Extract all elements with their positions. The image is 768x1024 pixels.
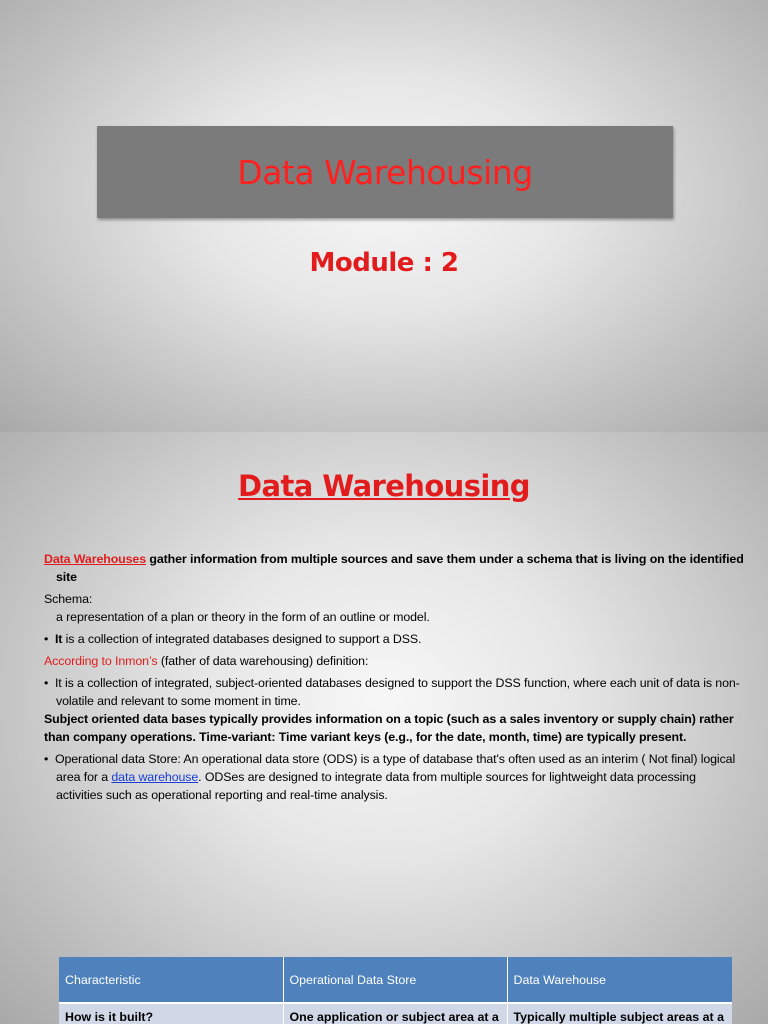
header-ods: Operational Data Store	[283, 957, 507, 1003]
bullet-collection: • It is a collection of integrated databases designed to support a DSS.	[44, 632, 422, 646]
bullet-inmon-definition: • It is a collection of integrated, subject-oriented databases designed to support the DSS function, where each unit of data is non-volatile and relevant to some moment in time.	[44, 676, 740, 708]
schema-label: Schema:	[44, 592, 93, 606]
bullet1-rest: is a collection of integrated databases designed to support a DSS.	[62, 632, 422, 646]
header-dw: Data Warehouse	[507, 957, 732, 1003]
inmon-term: According to Inmon’s	[44, 654, 158, 668]
table-row	[59, 1003, 732, 1024]
bullet1-bold: It	[54, 632, 63, 646]
content-slide	[0, 432, 768, 1024]
bullet2-text: It is a collection of integrated, subject-oriented databases designed to support the DSS function, where each unit of data is non-volatile and relevant to some moment in time.	[54, 676, 740, 708]
intro-rest: gather information from multiple sources and save them under a schema that is living on the identified site	[56, 552, 744, 584]
ods-after: . ODSes are designed to integrate data from multiple sources for lightweight data processing activities such as operational reporting and real-time analysis.	[56, 770, 696, 802]
title-slide	[0, 0, 768, 432]
module-subtitle: Module : 2	[309, 248, 459, 278]
intro-paragraph	[44, 550, 744, 586]
data-warehouse-link[interactable]: data warehouse	[111, 770, 199, 784]
slide-title: Data Warehousing	[237, 152, 533, 192]
cell-dw: Typically multiple subject areas at a	[507, 1003, 732, 1024]
content-heading: Data Warehousing	[238, 469, 530, 503]
content-body	[44, 550, 744, 804]
ods-before: Operational data Store: An operational data store (ODS) is a type of database that's often used as an interim ( Not final) logical area for a	[54, 752, 736, 784]
data-warehouses-term: Data Warehouses	[44, 552, 147, 566]
cell-ods: One application or subject area at a	[283, 1003, 507, 1024]
cell-characteristic: How is it built?	[59, 1003, 283, 1024]
comparison-table	[59, 957, 732, 1024]
schema-definition: a representation of a plan or theory in the form of an outline or model.	[56, 610, 430, 624]
bullet-ods: • Operational data Store: An operational data store (ODS) is a type of database that's often used as an interim ( Not final) logical area for a data warehouse. ODSes are designed to integrate data from multiple sources for lightweight data processing activities such as operational reporting and real-time analysis.	[44, 752, 736, 802]
table-header-row	[59, 957, 732, 1003]
inmon-rest: (father of data warehousing) definition:	[157, 654, 369, 668]
subject-oriented-paragraph: Subject oriented data bases typically provides information on a topic (such as a sales inventory or supply chain) rather than company operations. Time-variant: Time variant keys (e.g., for the date, month, time) are typically present.	[44, 712, 734, 744]
inmon-line	[44, 652, 744, 670]
header-characteristic: Characteristic	[59, 957, 283, 1003]
title-box	[97, 126, 673, 218]
